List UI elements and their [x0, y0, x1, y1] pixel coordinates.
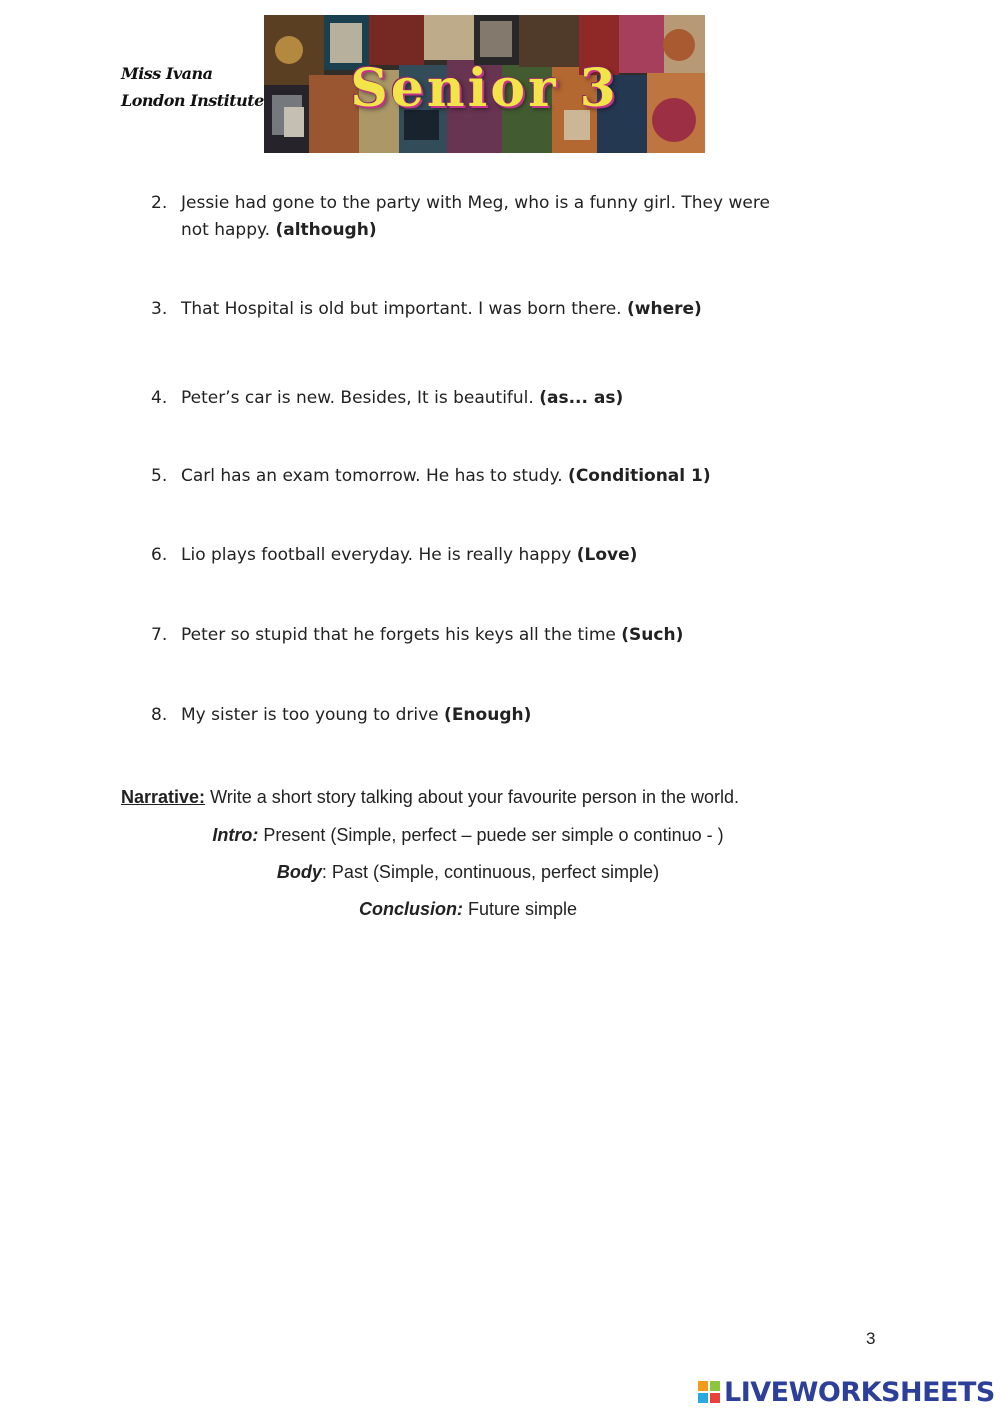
exercise-number: 3. — [151, 299, 168, 319]
liveworksheets-brand[interactable] — [698, 1378, 994, 1408]
liveworksheets-logo-icon — [698, 1381, 722, 1405]
exercise-sentence: That Hospital is old but important. I was born there. — [181, 299, 622, 319]
conclusion-text: Future simple — [467, 899, 578, 919]
page-number: 3 — [866, 1329, 876, 1348]
exercise-number: 6. — [151, 545, 168, 565]
teacher-info — [121, 60, 264, 114]
exercise-sentence: Carl has an exam tomorrow. He has to study. — [181, 466, 563, 486]
exercise-sentence: Jessie had gone to the party with Meg, who is a funny girl. They were not happy. — [181, 193, 770, 240]
exercise-text — [181, 622, 801, 649]
exercise-number: 5. — [151, 466, 168, 486]
institute-name: London Institute — [121, 91, 264, 110]
exercise-hint: (Conditional 1) — [568, 466, 711, 486]
conclusion-label: Conclusion: — [358, 899, 463, 919]
exercise-text — [181, 702, 801, 729]
conclusion-guideline — [0, 897, 936, 921]
narrative-label: Narrative: — [121, 787, 206, 807]
exercise-sentence: My sister is too young to drive — [181, 705, 439, 725]
exercise-sentence: Lio plays football everyday. He is really happy — [181, 545, 572, 565]
exercise-sentence: Peter so stupid that he forgets his keys all the time — [181, 625, 616, 645]
exercise-hint: (where) — [627, 299, 702, 319]
exercise-text — [181, 296, 801, 323]
narrative-text: Write a short story talking about your favourite person in the world. — [210, 787, 739, 807]
narrative-instruction — [121, 785, 739, 809]
brand-name: LIVEWORKSHEETS — [724, 1377, 995, 1408]
exercise-hint: (Enough) — [444, 705, 532, 725]
exercise-number: 2. — [151, 193, 168, 213]
teacher-name: Miss Ivana — [121, 64, 213, 83]
intro-label: Intro: — [212, 825, 259, 845]
intro-guideline — [0, 823, 936, 847]
exercise-number: 4. — [151, 388, 168, 408]
exercise-sentence: Peter’s car is new. Besides, It is beautiful. — [181, 388, 534, 408]
body-text: : Past (Simple, continuous, perfect simple) — [321, 862, 660, 882]
exercise-number: 7. — [151, 625, 168, 645]
exercise-hint: (although) — [275, 220, 377, 240]
exercise-hint: (Love) — [576, 545, 638, 565]
intro-text: Present (Simple, perfect – puede ser simple o continuo - ) — [263, 825, 724, 845]
exercise-text — [181, 385, 801, 412]
body-guideline — [0, 860, 936, 884]
exercise-hint: (as... as) — [539, 388, 624, 408]
header-banner — [264, 15, 705, 153]
exercise-text — [181, 190, 801, 244]
exercise-text — [181, 463, 801, 490]
exercise-text — [181, 542, 801, 569]
banner-title: Senior 3 — [350, 58, 619, 119]
body-label: Body — [276, 862, 322, 882]
exercise-number: 8. — [151, 705, 168, 725]
exercise-hint: (Such) — [621, 625, 684, 645]
